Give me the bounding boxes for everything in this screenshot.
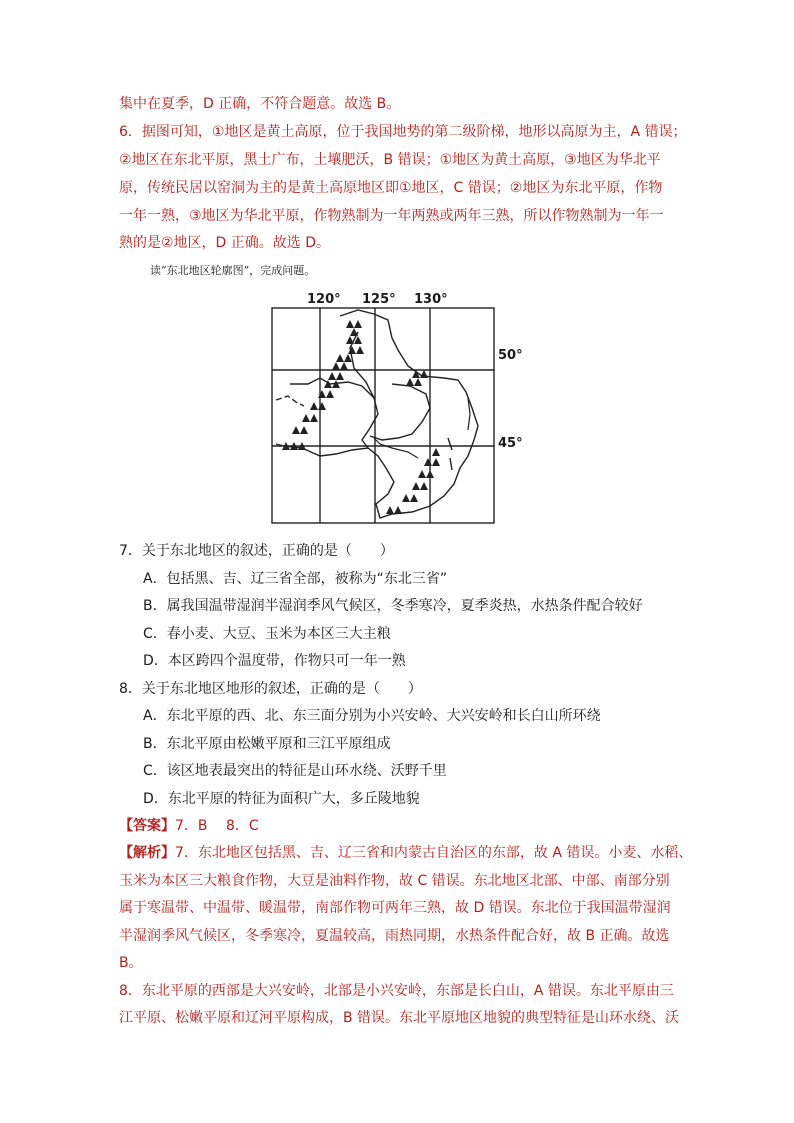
answer-line — [119, 816, 259, 836]
analysis-line: 玉米为本区三大粮食作物，大豆是油料作物，故 C 错误。东北地区北部、中部、南部分别 — [119, 873, 670, 889]
analysis-line: 半湿润季风气候区，冬季寒冷，夏温较高，雨热同期，水热条件配合好，故 B 正确。故选 — [119, 928, 670, 944]
q8-option-c: C．该区地表最突出的特征是山环水绕、沃野千里 — [143, 763, 447, 779]
province-line — [370, 384, 430, 440]
q7-option-a: A．包括黑、吉、辽三省全部，被称为“东北三省” — [143, 571, 448, 587]
map-caption: 读“东北地区轮廓图”，完成问题。 — [150, 264, 316, 277]
mountain-symbols — [282, 320, 440, 514]
question-7-stem: 7．关于东北地区的叙述，正确的是（ ） — [119, 543, 394, 559]
q8-option-d: D．东北平原的特征为面积广大，多丘陵地貌 — [143, 791, 420, 807]
northeast-outline-map — [262, 288, 502, 528]
region-outline — [276, 310, 478, 518]
question-8-stem: 8．关于东北地区地形的叙述，正确的是（ ） — [119, 681, 422, 697]
inner-boundary-2 — [350, 332, 374, 398]
solution-line: 集中在夏季，D 正确，不符合题意。故选 B。 — [119, 96, 401, 112]
solution-line: 熟的是②地区，D 正确。故选 D。 — [119, 235, 331, 251]
answer-label: 【答案】 — [119, 818, 175, 834]
solution-line: 原，传统民居以窑洞为主的是黄土高原地区即①地区，C 错误；②地区为东北平原，作物 — [119, 180, 663, 196]
analysis-line: 江平原、松嫩平原和辽河平原构成，B 错误。东北平原地区地貌的典型特征是山环水绕、沃 — [119, 1010, 680, 1026]
q7-option-d: D．本区跨四个温度带，作物只可一年一熟 — [143, 653, 406, 669]
coast-line — [276, 396, 304, 406]
solution-line: 6．据图可知，①地区是黄土高原，位于我国地势的第二级阶梯，地形以高原为主，A 错误； — [119, 124, 687, 140]
analysis-line: 属于寒温带、中温带、暖温带，南部作物可两年三熟，故 D 错误。东北位于我国温带湿润 — [119, 900, 671, 916]
river-line — [374, 438, 418, 458]
solution-line: ②地区在东北平原，黑土广布，土壤肥沃，B 错误；①地区为黄土高原，③地区为华北平 — [119, 152, 661, 168]
lat-label-45: 45° — [498, 436, 523, 451]
q7-option-c: C．春小麦、大豆、玉米为本区三大主粮 — [143, 626, 391, 642]
border-dash — [448, 438, 452, 470]
lat-label-50: 50° — [498, 348, 523, 363]
lon-label-130: 130° — [414, 292, 448, 307]
inner-boundary — [290, 378, 378, 448]
analysis-line: B。 — [119, 955, 143, 971]
lon-label-120: 120° — [307, 292, 341, 307]
solution-line: 一年一熟，③地区为华北平原，作物熟制为一年两熟或两年三熟，所以作物熟制为一年一 — [119, 208, 664, 224]
analysis-line: 8．东北平原的西部是大兴安岭，北部是小兴安岭，东部是长白山，A 错误。东北平原由三 — [119, 983, 674, 999]
answer-text: 7．B 8．C — [175, 818, 259, 834]
analysis-label: 【解析】 — [119, 845, 175, 861]
lon-label-125: 125° — [362, 292, 396, 307]
analysis-line: 【解析】7．东北地区包括黑、吉、辽三省和内蒙古自治区的东部，故 A 错误。小麦、水稻、 — [119, 845, 693, 861]
q7-option-b: B．属我国温带湿润半湿润季风气候区，冬季寒冷，夏季炎热，水热条件配合较好 — [143, 598, 643, 614]
q8-option-a: A．东北平原的西、北、东三面分别为小兴安岭、大兴安岭和长白山所环绕 — [143, 708, 601, 724]
q8-option-b: B．东北平原由松嫩平原和三江平原组成 — [143, 736, 391, 752]
